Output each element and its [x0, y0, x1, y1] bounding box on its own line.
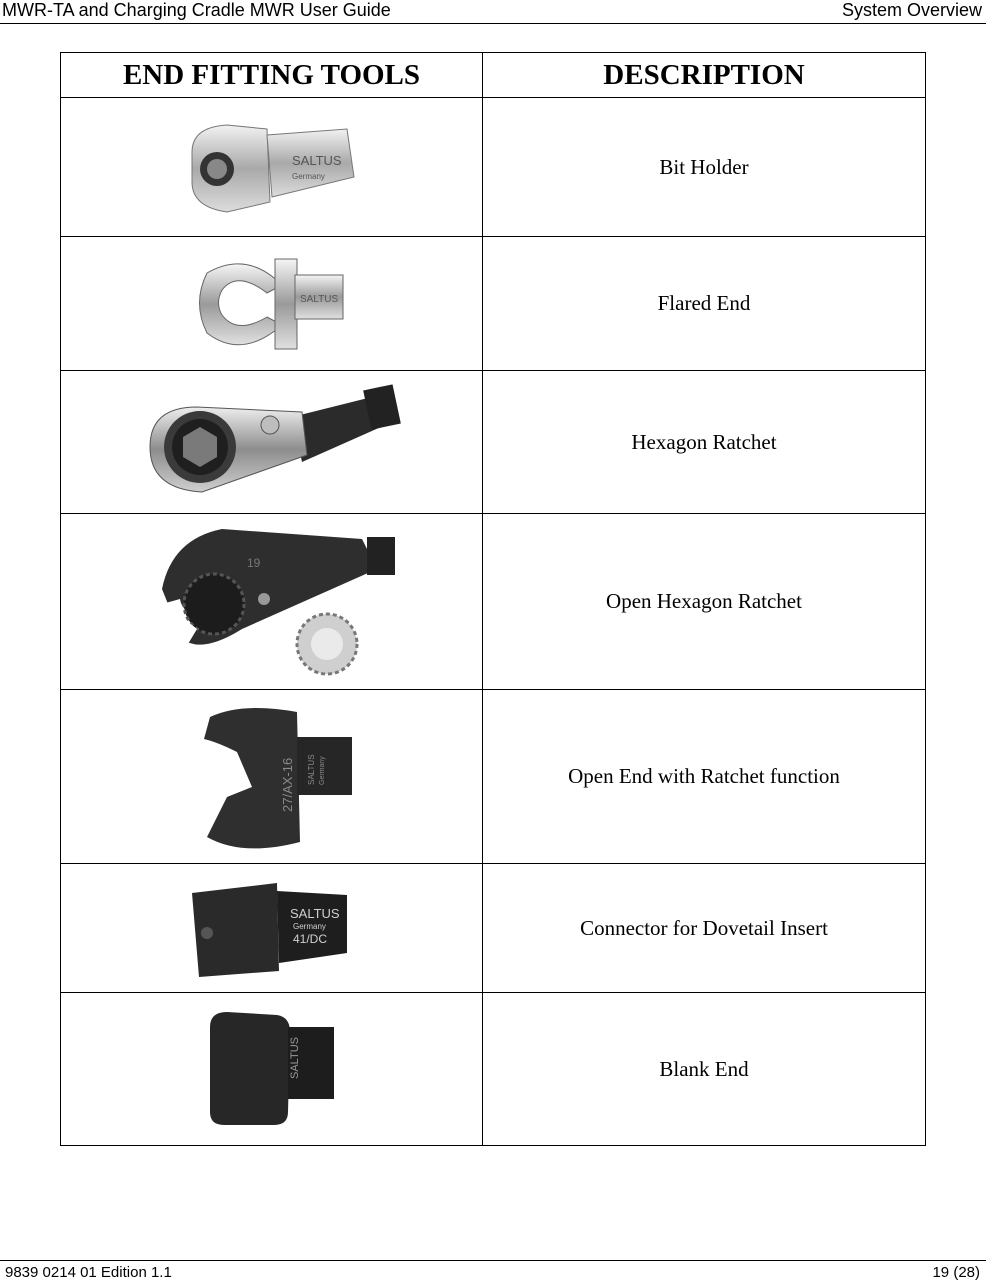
- tool-description: Open End with Ratchet function: [483, 690, 926, 864]
- table-row: [61, 371, 926, 514]
- table-row: [61, 514, 926, 690]
- open-end-ratchet-image: [182, 697, 362, 857]
- tool-image-cell: [61, 371, 483, 514]
- table-row: [61, 98, 926, 237]
- table-header-row: [61, 53, 926, 98]
- tool-description: Blank End: [483, 993, 926, 1146]
- engraving-text: Germany: [292, 922, 326, 931]
- dovetail-connector-image: [187, 873, 357, 983]
- document-number: 9839 0214 01 Edition 1.1: [5, 1264, 172, 1281]
- tool-description: Hexagon Ratchet: [483, 371, 926, 514]
- column-header-description: DESCRIPTION: [483, 53, 926, 98]
- tool-image-cell: [61, 993, 483, 1146]
- page-header: [0, 0, 986, 24]
- tool-description: Bit Holder: [483, 98, 926, 237]
- document-title: MWR-TA and Charging Cradle MWR User Guide: [2, 0, 391, 20]
- tool-description: Connector for Dovetail Insert: [483, 864, 926, 993]
- engraving-text: SALTUS: [299, 293, 338, 305]
- flared-end-image: [187, 245, 357, 363]
- engraving-text: 41/DC: [292, 932, 327, 946]
- open-hexagon-ratchet-image: [142, 519, 402, 684]
- page-footer: [0, 1260, 986, 1283]
- end-fitting-tools-table: [60, 52, 926, 1146]
- engraving-text: SALTUS: [306, 753, 316, 785]
- table-row: [61, 690, 926, 864]
- tool-description: Flared End: [483, 237, 926, 371]
- tool-description: Open Hexagon Ratchet: [483, 514, 926, 690]
- hexagon-ratchet-image: [142, 377, 402, 507]
- tool-image-cell: [61, 514, 483, 690]
- table-row: [61, 864, 926, 993]
- page-number: 19 (28): [932, 1264, 980, 1281]
- section-title: System Overview: [841, 0, 982, 20]
- engraving-text: Germany: [318, 755, 326, 785]
- engraving-text: SALTUS: [289, 906, 340, 921]
- tool-image-cell: [61, 98, 483, 237]
- engraving-text: Germany: [291, 172, 325, 181]
- engraving-text: 19: [246, 556, 260, 570]
- tool-image-cell: [61, 237, 483, 371]
- engraving-text: SALTUS: [288, 1036, 301, 1079]
- column-header-tools: END FITTING TOOLS: [61, 53, 483, 98]
- table-row: [61, 993, 926, 1146]
- tool-image-cell: [61, 690, 483, 864]
- blank-end-image: [202, 1007, 342, 1132]
- table-row: [61, 237, 926, 371]
- tool-image-cell: [61, 864, 483, 993]
- engraving-text: 27/AX-16: [279, 757, 295, 812]
- engraving-text: SALTUS: [291, 153, 342, 168]
- bit-holder-image: [172, 107, 372, 227]
